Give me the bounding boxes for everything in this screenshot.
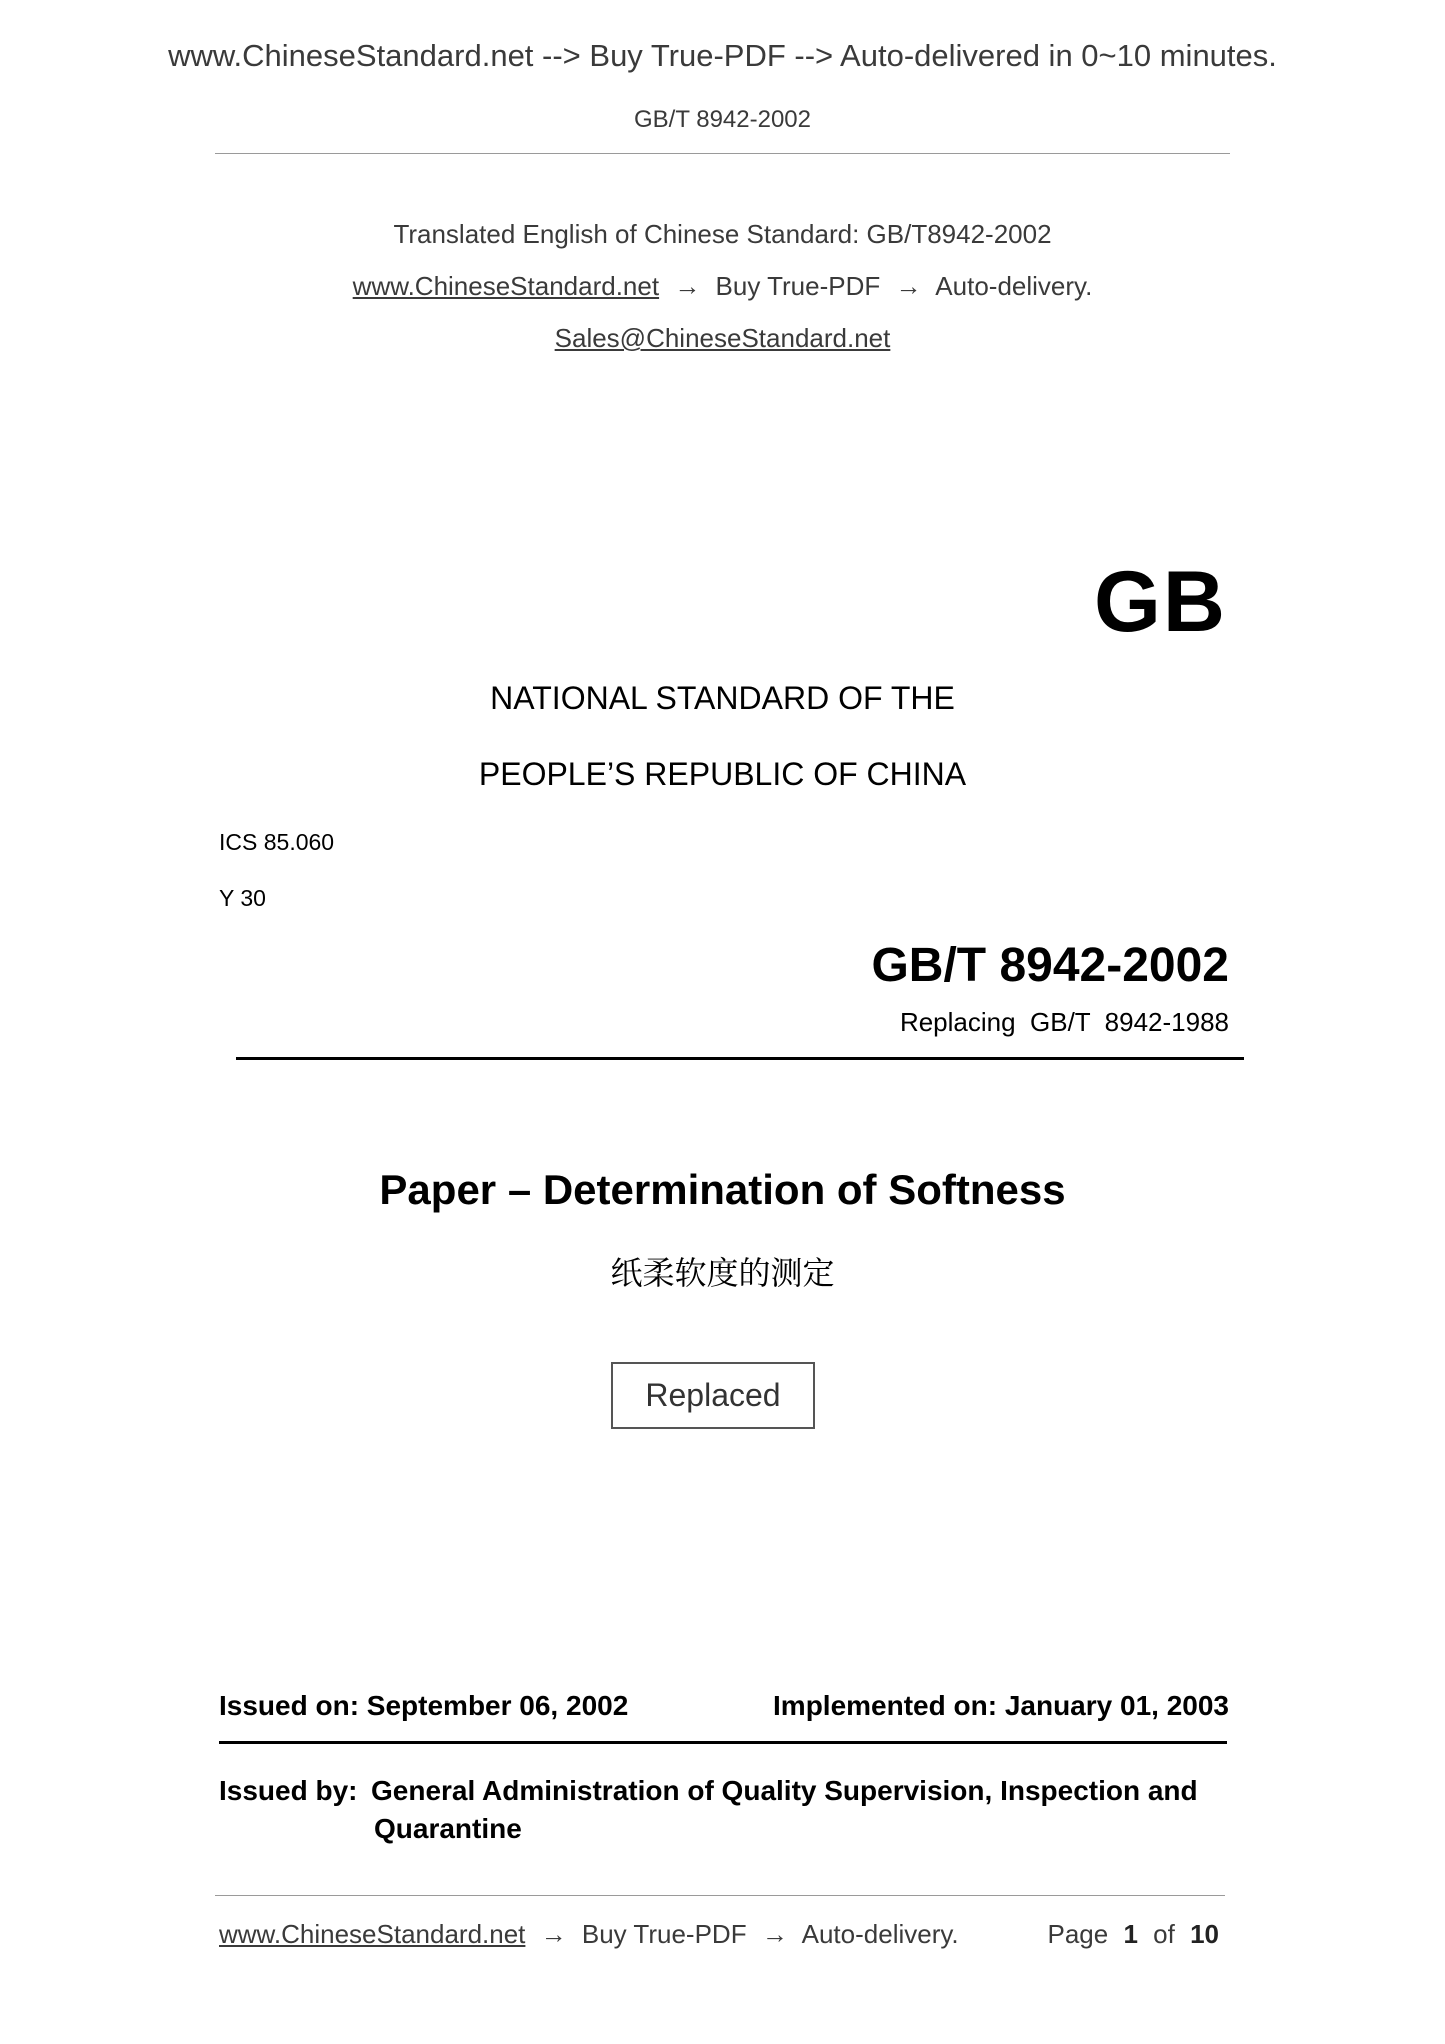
dates-divider — [219, 1741, 1227, 1744]
top-banner: www.ChineseStandard.net --> Buy True-PDF --> Auto-delivered in 0~10 minutes. — [168, 38, 1277, 73]
site-link[interactable]: www.ChineseStandard.net — [352, 271, 660, 301]
purchase-line — [0, 271, 1445, 302]
buy-text: Buy True-PDF — [715, 271, 881, 301]
translated-notice: Translated English of Chinese Standard: GB/T8942-2002 — [393, 219, 1052, 249]
page-indicator — [1047, 1919, 1219, 1950]
footer-divider — [215, 1895, 1225, 1896]
footer-purchase-line — [219, 1919, 959, 1950]
replacing-note: Replacing GB/T 8942-1988 — [899, 1007, 1229, 1037]
issuer-name-line2: Quarantine — [374, 1813, 522, 1844]
page-label: Page — [1047, 1919, 1109, 1949]
gb-logo: GB — [1094, 554, 1227, 650]
header-divider — [215, 153, 1230, 154]
arrow-right-icon: → — [540, 1919, 567, 1949]
arrow-right-icon: → — [761, 1919, 788, 1949]
issued-by-label: Issued by: — [219, 1775, 358, 1806]
issued-on-date: Issued on: September 06, 2002 — [219, 1690, 629, 1721]
ics-code: ICS 85.060 — [219, 829, 335, 855]
arrow-right-icon: → — [674, 271, 701, 301]
arrow-right-icon: → — [895, 271, 922, 301]
running-header: GB/T 8942-2002 — [633, 106, 811, 133]
classification-code: Y 30 — [219, 885, 266, 911]
issuer-name-line1: General Administration of Quality Supervision, Inspection and — [371, 1775, 1198, 1806]
status-badge-label: Replaced — [645, 1377, 781, 1413]
implemented-on-date: Implemented on: January 01, 2003 — [773, 1690, 1229, 1721]
footer-site-link[interactable]: www.ChineseStandard.net — [219, 1919, 526, 1949]
delivery-text: Auto-delivery. — [935, 271, 1093, 301]
status-badge — [611, 1362, 815, 1429]
document-title-chinese: 纸柔软度的测定 — [610, 1254, 835, 1292]
national-standard-line1: NATIONAL STANDARD OF THE — [490, 680, 955, 716]
page-of: of — [1153, 1919, 1175, 1949]
standard-number: GB/T 8942-2002 — [871, 939, 1229, 992]
document-title: Paper – Determination of Softness — [379, 1166, 1066, 1213]
page-current: 1 — [1123, 1919, 1138, 1949]
sales-email-link[interactable]: Sales@ChineseStandard.net — [554, 323, 891, 353]
page-total: 10 — [1190, 1919, 1219, 1949]
national-standard-line2: PEOPLE’S REPUBLIC OF CHINA — [478, 756, 967, 792]
number-divider — [236, 1057, 1244, 1060]
footer-delivery-text: Auto-delivery. — [801, 1919, 959, 1949]
footer-buy-text: Buy True-PDF — [581, 1919, 747, 1949]
